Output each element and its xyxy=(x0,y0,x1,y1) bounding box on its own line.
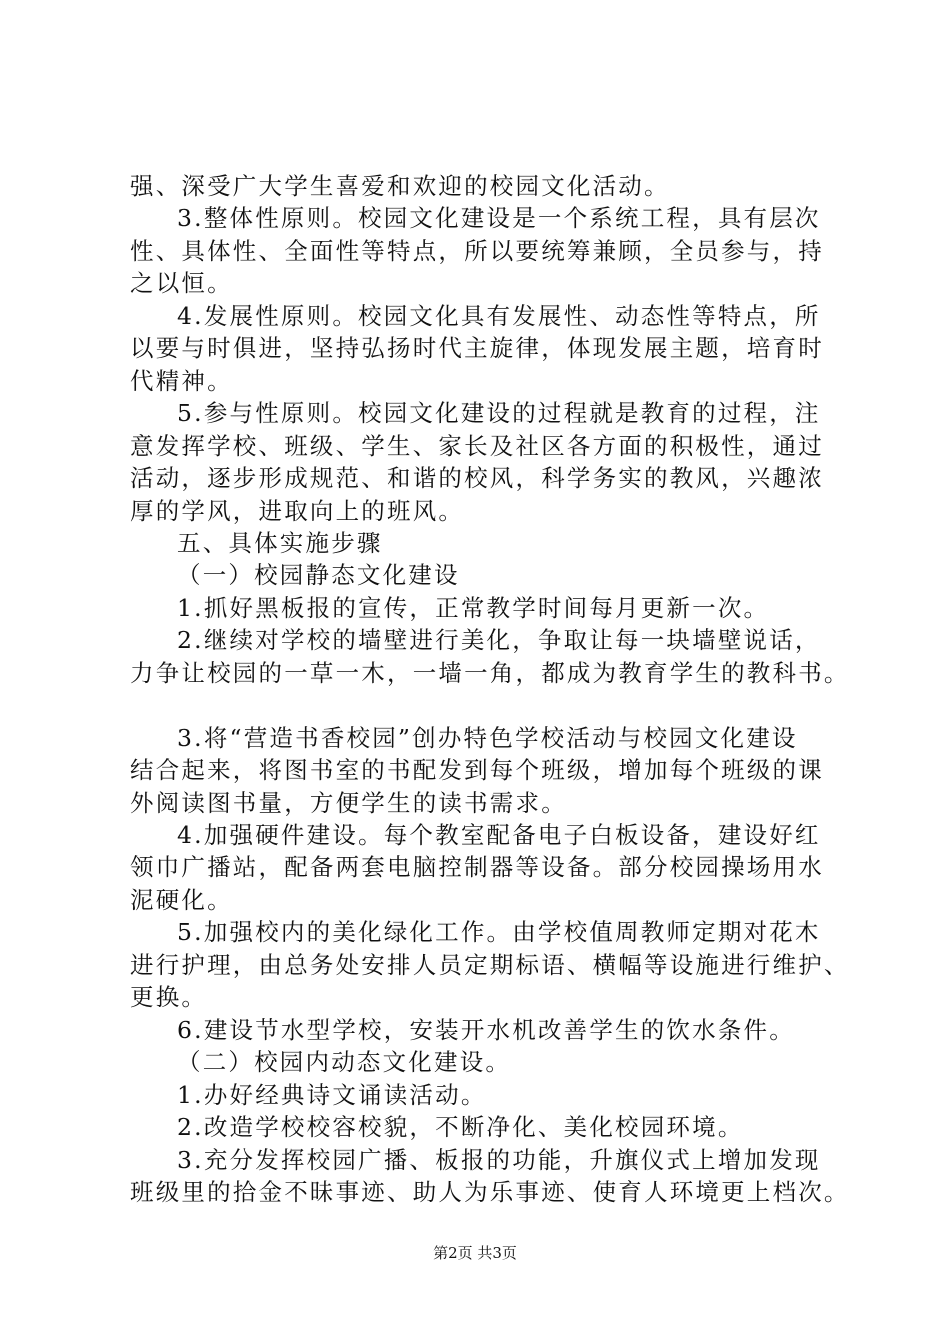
text-line: 3.将“营造书香校园”创办特色学校活动与校园文化建设 xyxy=(177,723,798,752)
text-line: 5.参与性原则。校园文化建设的过程就是教育的过程，注 xyxy=(177,399,821,428)
text-line: 厚的学风，进取向上的班风。 xyxy=(130,496,465,525)
text-line: 外阅读图书量，方便学生的读书需求。 xyxy=(130,788,567,817)
text-line: 活动，逐步形成规范、和谐的校风，科学务实的教风，兴趣浓 xyxy=(130,464,824,493)
text-line: 领巾广播站，配备两套电脑控制器等设备。部分校园操场用水 xyxy=(130,853,824,882)
text-line: 5.加强校内的美化绿化工作。由学校值周教师定期对花木 xyxy=(177,918,821,947)
text-line: （一）校园静态文化建设 xyxy=(177,561,460,590)
text-line: 代精神。 xyxy=(130,366,233,395)
page-footer: 第2页 共3页 xyxy=(433,1244,517,1262)
text-line: 之以恒。 xyxy=(130,269,233,298)
text-line: （二）校园内动态文化建设。 xyxy=(177,1048,512,1077)
text-line: 3.充分发挥校园广播、板报的功能，升旗仪式上增加发现 xyxy=(177,1145,821,1174)
text-line: 1.抓好黑板报的宣传，正常教学时间每月更新一次。 xyxy=(177,593,770,622)
text-line: 1.办好经典诗文诵读活动。 xyxy=(177,1080,487,1109)
text-line: 五、具体实施步骤 xyxy=(177,528,383,557)
text-line: 性、具体性、全面性等特点，所以要统筹兼顾，全员参与，持 xyxy=(130,236,824,265)
text-line: 泥硬化。 xyxy=(130,885,233,914)
text-line: 班级里的拾金不昧事迹、助人为乐事迹、使育人环境更上档次。 xyxy=(130,1177,850,1206)
text-line: 力争让校园的一草一木，一墙一角，都成为教育学生的教科书。 xyxy=(130,658,850,687)
text-line: 3.整体性原则。校园文化建设是一个系统工程，具有层次 xyxy=(177,204,821,233)
text-line: 4.发展性原则。校园文化具有发展性、动态性等特点，所 xyxy=(177,301,821,330)
text-line: 2.继续对学校的墙壁进行美化，争取让每一块墙壁说话， xyxy=(177,626,821,655)
text-line: 以要与时俱进，坚持弘扬时代主旋律，体现发展主题，培育时 xyxy=(130,334,824,363)
text-line: 意发挥学校、班级、学生、家长及社区各方面的积极性，通过 xyxy=(130,431,824,460)
text-line: 4.加强硬件建设。每个教室配备电子白板设备，建设好红 xyxy=(177,821,821,849)
text-line: 2.改造学校校容校貌，不断净化、美化校园环境。 xyxy=(177,1113,744,1142)
text-line: 6.建设节水型学校，安装开水机改善学生的饮水条件。 xyxy=(177,1015,795,1044)
text-line: 更换。 xyxy=(130,983,208,1012)
text-line: 进行护理，由总务处安排人员定期标语、横幅等设施进行维护、 xyxy=(130,950,850,979)
text-line: 结合起来，将图书室的书配发到每个班级，增加每个班级的课 xyxy=(130,756,824,785)
text-line: 强、深受广大学生喜爱和欢迎的校园文化活动。 xyxy=(130,172,670,200)
